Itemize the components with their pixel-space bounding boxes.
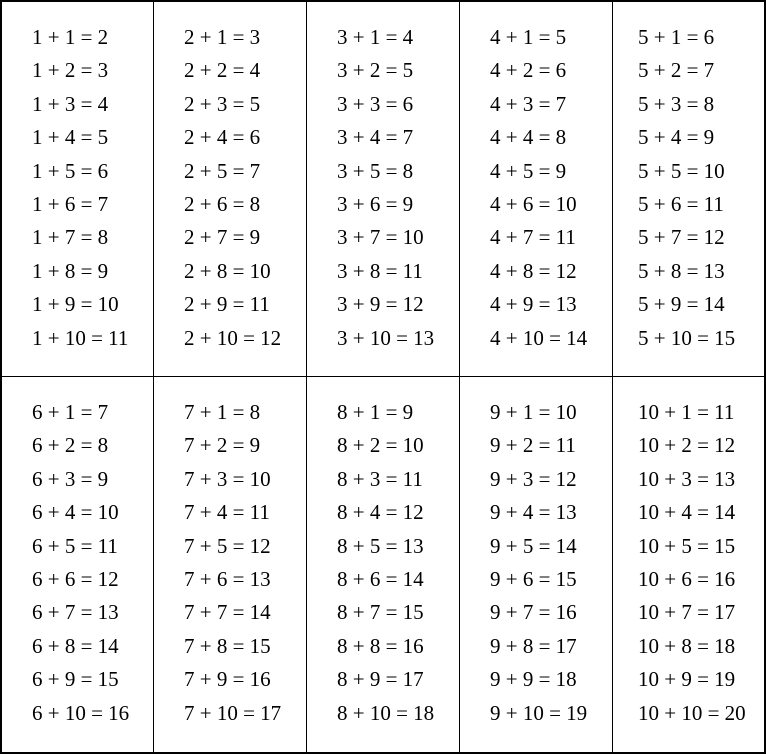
table-block — [307, 2, 460, 377]
equation-list — [32, 21, 128, 355]
equation: 7 + 1 = 8 — [184, 400, 261, 424]
equation: 8 + 4 = 12 — [337, 500, 424, 525]
equation: 3 + 2 = 5 — [337, 58, 414, 83]
equation: 4 + 1 = 5 — [490, 25, 567, 49]
equation: 1 + 6 = 7 — [32, 191, 109, 216]
equation: 6 + 1 = 7 — [32, 400, 109, 424]
equation-list — [638, 396, 746, 730]
equation-list — [490, 21, 587, 355]
equation: 1 + 9 = 10 — [32, 292, 119, 317]
equation: 8 + 2 = 10 — [337, 433, 424, 458]
equation: 2 + 1 = 3 — [184, 25, 261, 49]
equation: 2 + 2 = 4 — [184, 58, 261, 83]
equation: 10 + 9 = 19 — [638, 667, 736, 692]
equation: 4 + 8 = 12 — [490, 258, 577, 283]
equation: 1 + 2 = 3 — [32, 58, 109, 83]
equation: 6 + 9 = 15 — [32, 667, 119, 692]
equation: 9 + 8 = 17 — [490, 633, 577, 658]
equation: 2 + 9 = 11 — [184, 292, 270, 317]
equation: 5 + 5 = 10 — [638, 158, 725, 183]
equation: 9 + 3 = 12 — [490, 466, 577, 491]
equation: 6 + 2 = 8 — [32, 433, 109, 458]
equation: 10 + 5 = 15 — [638, 533, 736, 558]
equation: 5 + 6 = 11 — [638, 191, 724, 216]
equation: 9 + 6 = 15 — [490, 566, 577, 591]
equation: 5 + 2 = 7 — [638, 58, 715, 83]
equation: 8 + 7 = 15 — [337, 600, 424, 625]
equation: 3 + 3 = 6 — [337, 91, 414, 116]
equation: 10 + 10 = 20 — [638, 700, 746, 725]
equation: 5 + 9 = 14 — [638, 292, 725, 317]
equation: 2 + 3 = 5 — [184, 91, 261, 116]
equation: 2 + 6 = 8 — [184, 191, 261, 216]
equation: 8 + 1 = 9 — [337, 400, 414, 424]
table-block — [154, 377, 307, 752]
equation: 1 + 1 = 2 — [32, 25, 109, 49]
equation: 10 + 7 = 17 — [638, 600, 736, 625]
equation: 2 + 8 = 10 — [184, 258, 271, 283]
equation: 10 + 3 = 13 — [638, 466, 736, 491]
table-block — [154, 2, 307, 377]
equation: 9 + 1 = 10 — [490, 400, 577, 424]
equation: 9 + 2 = 11 — [490, 433, 576, 458]
table-block — [613, 377, 764, 752]
equation: 5 + 10 = 15 — [638, 325, 736, 350]
equation: 9 + 10 = 19 — [490, 700, 588, 725]
equation: 7 + 8 = 15 — [184, 633, 271, 658]
equation: 3 + 9 = 12 — [337, 292, 424, 317]
equation: 10 + 4 = 14 — [638, 500, 736, 525]
equation: 7 + 3 = 10 — [184, 466, 271, 491]
equation: 4 + 9 = 13 — [490, 292, 577, 317]
table-block — [2, 2, 154, 377]
equation: 3 + 7 = 10 — [337, 225, 424, 250]
equation: 7 + 5 = 12 — [184, 533, 271, 558]
equation: 6 + 5 = 11 — [32, 533, 118, 558]
equation: 10 + 8 = 18 — [638, 633, 736, 658]
equation: 7 + 6 = 13 — [184, 566, 271, 591]
equation: 8 + 9 = 17 — [337, 667, 424, 692]
equation: 1 + 3 = 4 — [32, 91, 109, 116]
equation: 1 + 5 = 6 — [32, 158, 109, 183]
equation: 6 + 8 = 14 — [32, 633, 119, 658]
equation: 3 + 6 = 9 — [337, 191, 414, 216]
equation: 7 + 2 = 9 — [184, 433, 261, 458]
equation: 3 + 8 = 11 — [337, 258, 423, 283]
equation: 5 + 7 = 12 — [638, 225, 725, 250]
equation: 10 + 2 = 12 — [638, 433, 736, 458]
equation: 1 + 8 = 9 — [32, 258, 109, 283]
equation: 10 + 1 = 11 — [638, 400, 735, 424]
equation: 5 + 3 = 8 — [638, 91, 715, 116]
equation: 1 + 10 = 11 — [32, 325, 129, 350]
equation: 5 + 4 = 9 — [638, 125, 715, 150]
equation-list — [337, 396, 434, 730]
equation: 4 + 6 = 10 — [490, 191, 577, 216]
equation-list — [184, 21, 281, 355]
equation: 2 + 4 = 6 — [184, 125, 261, 150]
equation: 9 + 7 = 16 — [490, 600, 577, 625]
table-block — [613, 2, 764, 377]
equation: 7 + 7 = 14 — [184, 600, 271, 625]
equation: 2 + 5 = 7 — [184, 158, 261, 183]
equation: 4 + 7 = 11 — [490, 225, 576, 250]
equation: 6 + 7 = 13 — [32, 600, 119, 625]
equation: 6 + 4 = 10 — [32, 500, 119, 525]
table-block — [460, 377, 613, 752]
equation: 7 + 9 = 16 — [184, 667, 271, 692]
equation: 4 + 3 = 7 — [490, 91, 567, 116]
table-block — [460, 2, 613, 377]
equation: 4 + 10 = 14 — [490, 325, 588, 350]
equation: 4 + 4 = 8 — [490, 125, 567, 150]
equation-list — [490, 396, 587, 730]
equation: 4 + 2 = 6 — [490, 58, 567, 83]
equation: 3 + 5 = 8 — [337, 158, 414, 183]
table-block — [2, 377, 154, 752]
table-block — [307, 377, 460, 752]
equation: 1 + 7 = 8 — [32, 225, 109, 250]
equation-list — [32, 396, 129, 730]
equation: 5 + 1 = 6 — [638, 25, 715, 49]
equation: 8 + 10 = 18 — [337, 700, 435, 725]
equation: 2 + 7 = 9 — [184, 225, 261, 250]
equation: 9 + 5 = 14 — [490, 533, 577, 558]
equation-list — [638, 21, 735, 355]
equation: 1 + 4 = 5 — [32, 125, 109, 150]
equation: 6 + 10 = 16 — [32, 700, 130, 725]
equation: 6 + 6 = 12 — [32, 566, 119, 591]
equation: 3 + 1 = 4 — [337, 25, 414, 49]
equation: 10 + 6 = 16 — [638, 566, 736, 591]
equation: 4 + 5 = 9 — [490, 158, 567, 183]
equation: 9 + 9 = 18 — [490, 667, 577, 692]
equation: 7 + 10 = 17 — [184, 700, 282, 725]
equation-list — [337, 21, 434, 355]
equation: 8 + 8 = 16 — [337, 633, 424, 658]
equation: 8 + 3 = 11 — [337, 466, 423, 491]
equation: 8 + 5 = 13 — [337, 533, 424, 558]
equation: 6 + 3 = 9 — [32, 466, 109, 491]
equation: 2 + 10 = 12 — [184, 325, 282, 350]
equation: 5 + 8 = 13 — [638, 258, 725, 283]
equation: 3 + 10 = 13 — [337, 325, 435, 350]
equation: 3 + 4 = 7 — [337, 125, 414, 150]
equation-list — [184, 396, 281, 730]
equation: 7 + 4 = 11 — [184, 500, 270, 525]
equation: 8 + 6 = 14 — [337, 566, 424, 591]
equation: 9 + 4 = 13 — [490, 500, 577, 525]
